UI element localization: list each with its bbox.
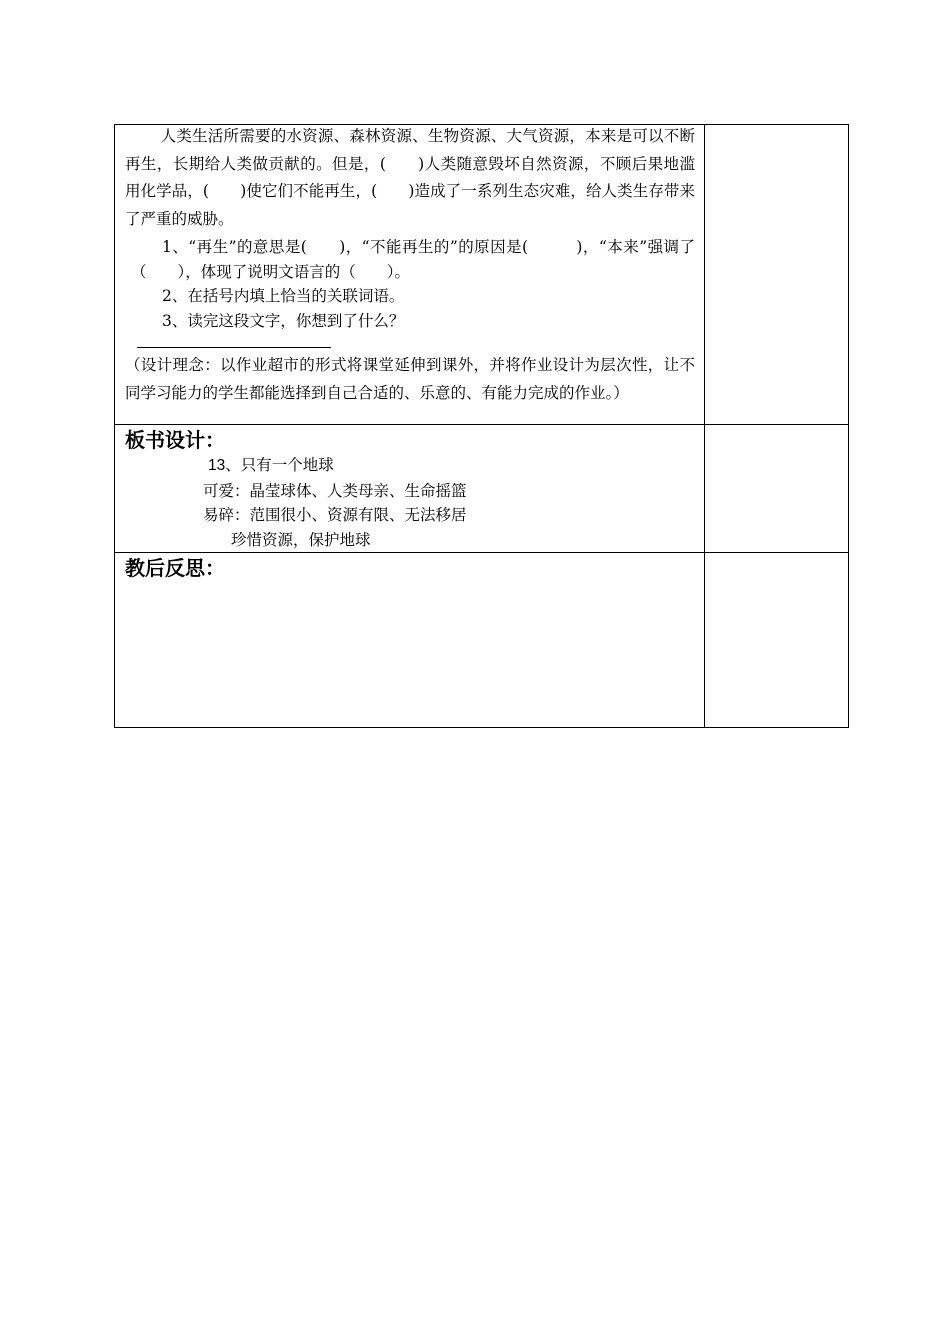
exercise-side-cell	[705, 125, 849, 425]
board-design-row	[115, 425, 849, 553]
reflection-heading: 教后反思：	[125, 556, 225, 580]
answer-blank-line	[137, 347, 331, 348]
board-design-heading: 板书设计：	[125, 428, 225, 452]
board-title-text: 、只有一个地球	[225, 456, 334, 474]
board-line-conclusion: 珍惜资源，保护地球	[231, 530, 371, 549]
reflection-row	[115, 553, 849, 728]
board-title-number: 13	[208, 457, 226, 474]
board-line-lovely: 可爱：晶莹球体、人类母亲、生命摇篮	[203, 481, 467, 500]
reflection-cell	[115, 553, 705, 728]
question-1: 1、“再生”的意思是( )，“不能再生的”的原因是( )，“本来”强调了（ ），体现了说明文语言的（ ）。	[131, 238, 695, 281]
exercise-row	[115, 125, 849, 425]
reflection-side-cell	[705, 553, 849, 728]
board-title	[115, 453, 704, 479]
board-line-fragile: 易碎：范围很小、资源有限、无法移居	[203, 506, 467, 524]
question-2: 2、在括号内填上恰当的关联词语。	[162, 287, 405, 305]
board-design-cell	[115, 425, 705, 553]
exercise-cell	[115, 125, 705, 425]
question-3: 3、读完这段文字，你想到了什么？	[162, 311, 405, 330]
lesson-plan-table	[114, 124, 849, 728]
board-side-cell	[705, 425, 849, 553]
design-note: （设计理念：以作业超市的形式将课堂延伸到课外，并将作业设计为层次性，让不同学习能力的学生都能选择到自己合适的、乐意的、有能力完成的作业。）	[125, 356, 695, 402]
reading-passage: 人类生活所需要的水资源、森林资源、生物资源、大气资源，本来是可以不断再生，长期给人类做贡献的。但是，( )人类随意毁坏自然资源，不顾后果地滥用化学品，( )使它们不能再生，( )造成了一系列生态灾难，给人类生存带来了严重的威胁。	[125, 127, 695, 228]
